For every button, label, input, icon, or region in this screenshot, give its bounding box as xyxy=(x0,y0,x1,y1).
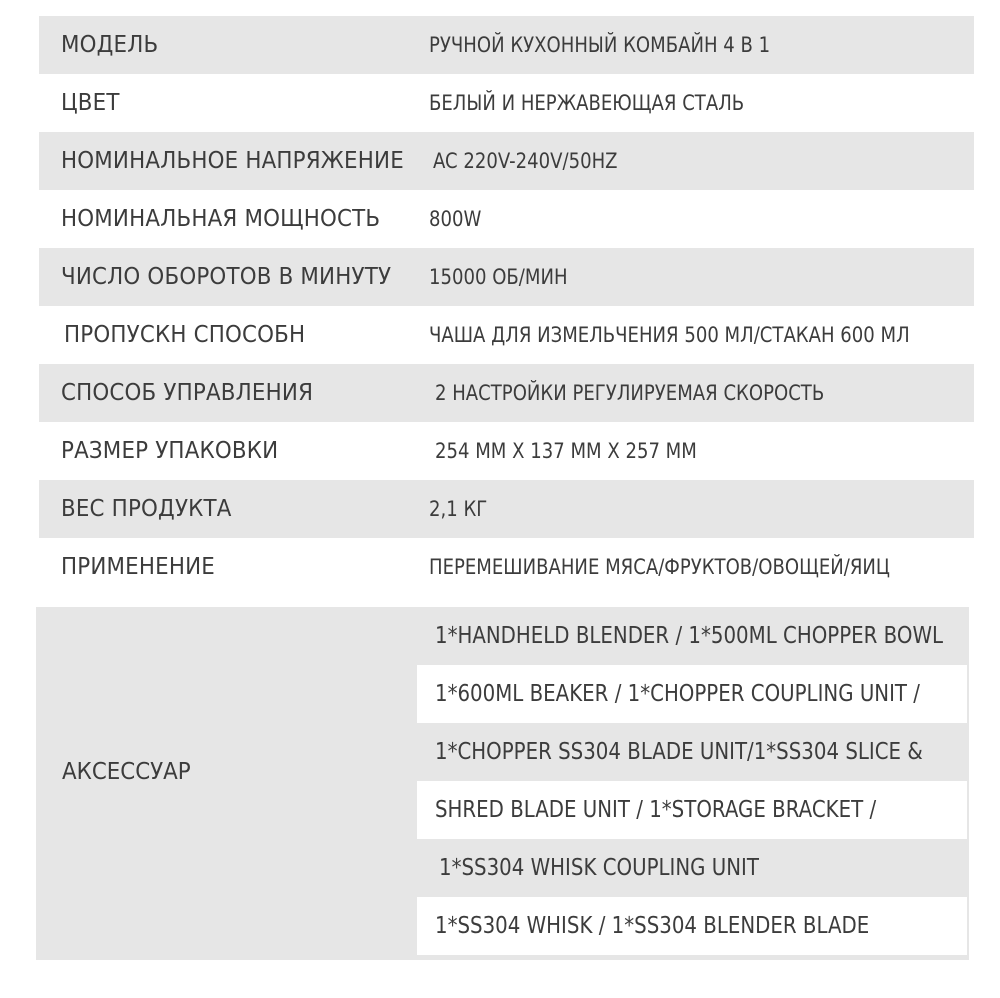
spec-label: МОДЕЛЬ xyxy=(61,32,159,58)
accessory-line-text: 1*HANDHELD BLENDER / 1*500ML CHOPPER BOWL xyxy=(435,623,944,649)
spec-value: 15000 ОБ/МИН xyxy=(429,265,568,289)
spec-value: РУЧНОЙ КУХОННЫЙ КОМБАЙН 4 В 1 xyxy=(429,33,771,57)
accessory-line-text: 1*600ML BEAKER / 1*CHOPPER COUPLING UNIT / xyxy=(435,681,920,707)
spec-label: ЦВЕТ xyxy=(61,90,120,116)
spec-row-control xyxy=(39,364,974,422)
spec-row-rpm xyxy=(39,248,974,306)
accessory-line xyxy=(417,839,967,897)
spec-value: AC 220V-240V/50HZ xyxy=(433,149,618,173)
spec-value: 2 НАСТРОЙКИ РЕГУЛИРУЕМАЯ СКОРОСТЬ xyxy=(435,381,825,405)
spec-row-capacity xyxy=(39,306,974,364)
accessory-line xyxy=(417,781,967,839)
spec-row-application xyxy=(39,538,974,596)
accessory-line-text: 1*CHOPPER SS304 BLADE UNIT/1*SS304 SLICE & xyxy=(435,739,923,765)
accessory-line xyxy=(417,897,967,955)
spec-row-voltage xyxy=(39,132,974,190)
spec-value: 2,1 КГ xyxy=(429,497,488,521)
accessory-line xyxy=(417,607,967,665)
spec-value: 254 ММ X 137 ММ X 257 ММ xyxy=(435,439,697,463)
accessory-section xyxy=(36,607,969,960)
spec-label: ПРОПУСКН СПОСОБН xyxy=(64,322,306,348)
spec-value: 800W xyxy=(429,207,482,231)
spec-label: РАЗМЕР УПАКОВКИ xyxy=(61,438,279,464)
accessory-line-text: SHRED BLADE UNIT / 1*STORAGE BRACKET / xyxy=(435,797,877,823)
spec-row-package-size xyxy=(39,422,974,480)
accessory-line-text: 1*SS304 WHISK / 1*SS304 BLENDER BLADE xyxy=(435,913,870,939)
accessory-line-text: 1*SS304 WHISK COUPLING UNIT xyxy=(439,855,759,881)
spec-label: ВЕС ПРОДУКТА xyxy=(61,496,232,522)
spec-label: ЧИСЛО ОБОРОТОВ В МИНУТУ xyxy=(61,264,392,290)
spec-row-color xyxy=(39,74,974,132)
spec-label: СПОСОБ УПРАВЛЕНИЯ xyxy=(61,380,314,406)
accessory-list xyxy=(417,607,967,960)
spec-row-power xyxy=(39,190,974,248)
spec-label: НОМИНАЛЬНОЕ НАПРЯЖЕНИЕ xyxy=(61,148,404,174)
spec-value: ПЕРЕМЕШИВАНИЕ МЯСА/ФРУКТОВ/ОВОЩЕЙ/ЯИЦ xyxy=(429,555,890,579)
spec-row-weight xyxy=(39,480,974,538)
accessory-line xyxy=(417,665,967,723)
spec-label: ПРИМЕНЕНИЕ xyxy=(61,554,216,580)
spec-value: ЧАША ДЛЯ ИЗМЕЛЬЧЕНИЯ 500 МЛ/СТАКАН 600 МЛ xyxy=(429,323,910,347)
spec-table xyxy=(39,16,974,596)
spec-label: НОМИНАЛЬНАЯ МОЩНОСТЬ xyxy=(61,206,381,232)
spec-row-model xyxy=(39,16,974,74)
accessory-label: АКСЕССУАР xyxy=(62,759,191,785)
accessory-line xyxy=(417,723,967,781)
spec-value: БЕЛЫЙ И НЕРЖАВЕЮЩАЯ СТАЛЬ xyxy=(429,91,745,115)
